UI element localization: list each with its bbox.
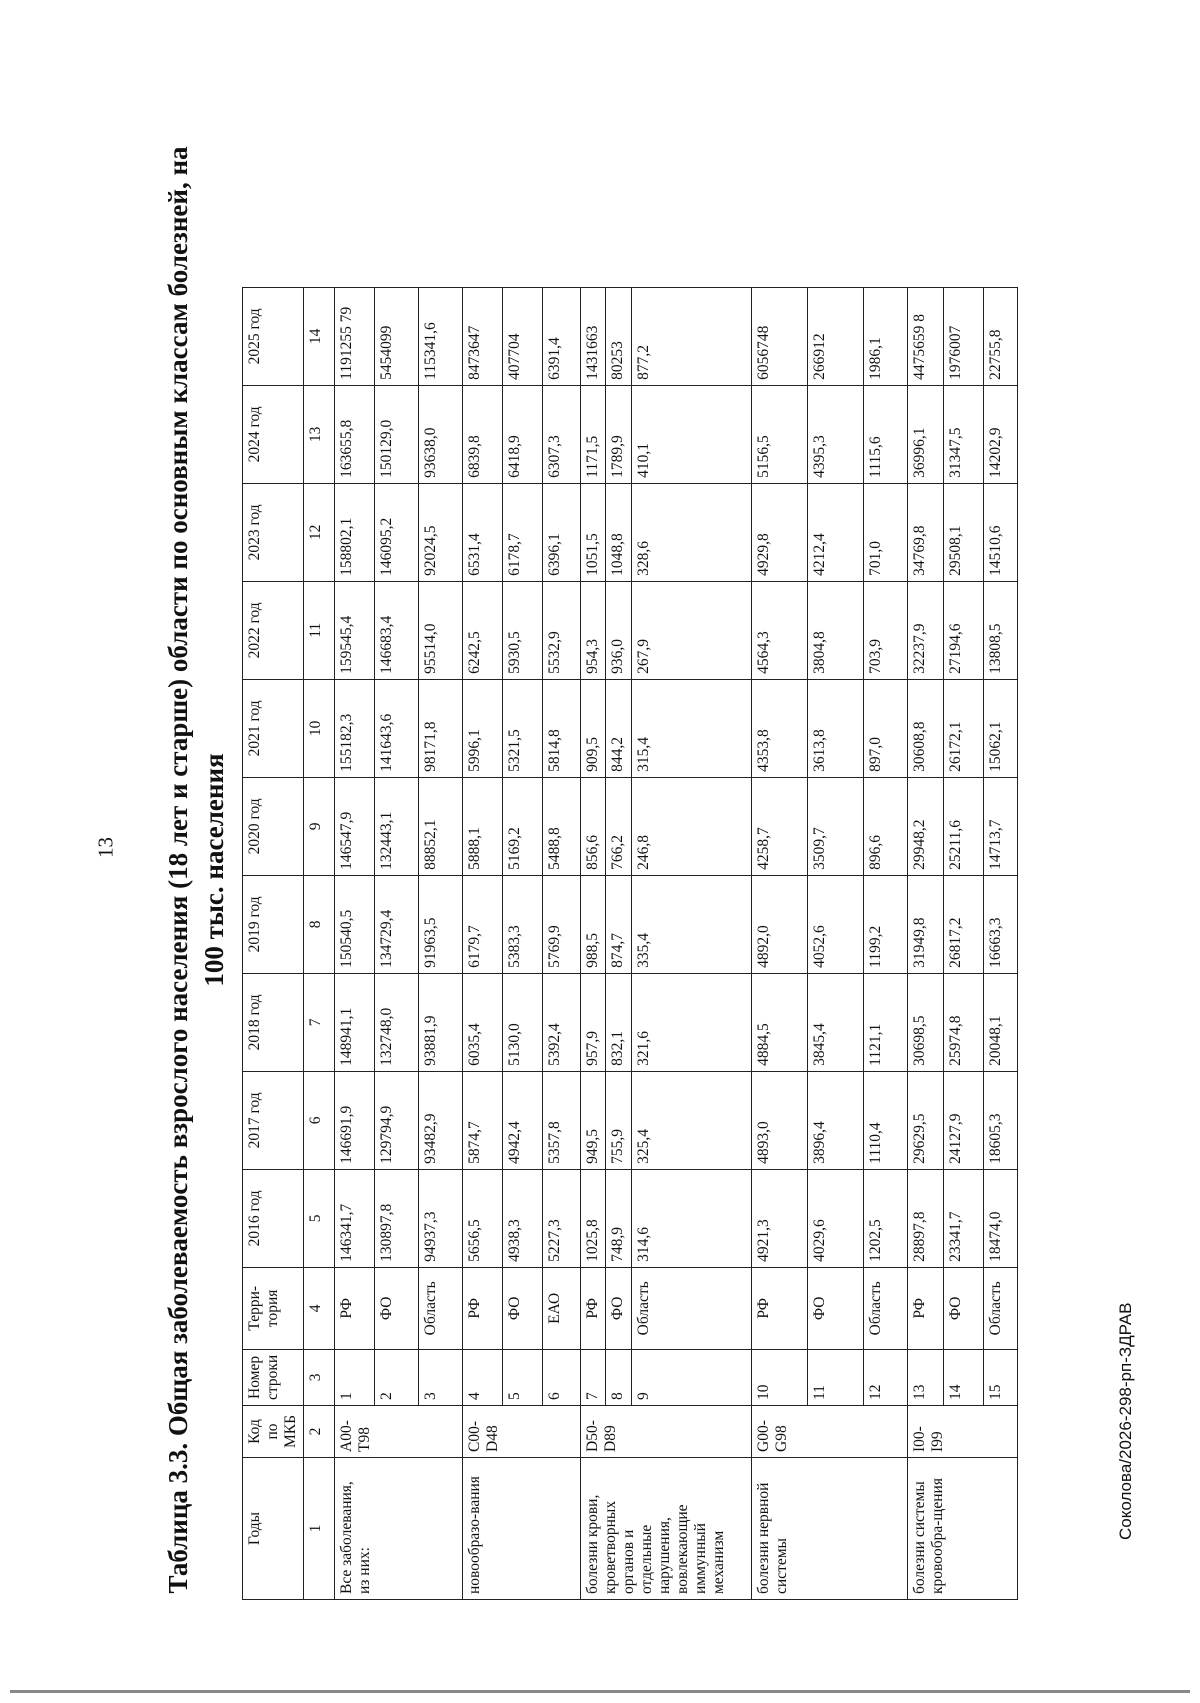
value-cell: 146095,2 xyxy=(375,483,419,581)
value-cell: 5169,2 xyxy=(503,777,543,875)
value-cell: 4052,6 xyxy=(808,875,864,973)
value-cell: 4892,0 xyxy=(752,875,808,973)
value-cell: 141643,6 xyxy=(375,679,419,777)
territory-cell: ФО xyxy=(503,1267,543,1349)
value-cell: 25211,6 xyxy=(944,777,984,875)
line-number-cell: 3 xyxy=(419,1349,463,1405)
value-cell: 4353,8 xyxy=(752,679,808,777)
value-cell: 896,6 xyxy=(864,777,908,875)
territory-cell: ЕАО xyxy=(543,1267,581,1349)
territory-cell: РФ xyxy=(752,1267,808,1349)
value-cell: 4921,3 xyxy=(752,1169,808,1267)
value-cell: 949,5 xyxy=(581,1071,606,1169)
value-cell: 4212,4 xyxy=(808,483,864,581)
value-cell: 246,8 xyxy=(632,777,752,875)
value-cell: 29948,2 xyxy=(908,777,944,875)
value-cell: 129794,9 xyxy=(375,1071,419,1169)
value-cell: 93638,0 xyxy=(419,385,463,483)
column-header: 2016 год xyxy=(243,1169,304,1267)
table-title-line-2: 100 тыс. населения xyxy=(199,753,229,987)
column-header: 2020 год xyxy=(243,777,304,875)
value-cell: 6839,8 xyxy=(463,385,503,483)
value-cell: 315,4 xyxy=(632,679,752,777)
value-cell: 150129,0 xyxy=(375,385,419,483)
value-cell: 115341,6 xyxy=(419,287,463,385)
value-cell: 163655,8 xyxy=(335,385,375,483)
value-cell: 36996,1 xyxy=(908,385,944,483)
line-number-cell: 14 xyxy=(944,1349,984,1405)
value-cell: 4258,7 xyxy=(752,777,808,875)
value-cell: 407704 xyxy=(503,287,543,385)
value-cell: 988,5 xyxy=(581,875,606,973)
value-cell: 93482,9 xyxy=(419,1071,463,1169)
value-cell: 6307,3 xyxy=(543,385,581,483)
territory-cell: ФО xyxy=(808,1267,864,1349)
value-cell: 18474,0 xyxy=(984,1169,1018,1267)
value-cell: 703,9 xyxy=(864,581,908,679)
value-cell: 5874,7 xyxy=(463,1071,503,1169)
column-index-cell: 13 xyxy=(304,385,335,483)
value-cell: 5383,3 xyxy=(503,875,543,973)
value-cell: 877,2 xyxy=(632,287,752,385)
value-cell: 132443,1 xyxy=(375,777,419,875)
table-row xyxy=(375,287,419,1599)
value-cell: 1191255 79 xyxy=(335,287,375,385)
value-cell: 98171,8 xyxy=(419,679,463,777)
value-cell: 14713,7 xyxy=(984,777,1018,875)
value-cell: 26172,1 xyxy=(944,679,984,777)
value-cell: 1986,1 xyxy=(864,287,908,385)
value-cell: 93881,9 xyxy=(419,973,463,1071)
line-number-cell: 1 xyxy=(335,1349,375,1405)
value-cell: 5357,8 xyxy=(543,1071,581,1169)
column-index-cell: 4 xyxy=(304,1267,335,1349)
value-cell: 148941,1 xyxy=(335,973,375,1071)
column-index-cell: 5 xyxy=(304,1169,335,1267)
table-row xyxy=(335,287,375,1599)
value-cell: 34769,8 xyxy=(908,483,944,581)
value-cell: 3613,8 xyxy=(808,679,864,777)
table-row xyxy=(632,287,752,1599)
table-row xyxy=(808,287,864,1599)
value-cell: 844,2 xyxy=(606,679,632,777)
value-cell: 832,1 xyxy=(606,973,632,1071)
territory-cell: РФ xyxy=(463,1267,503,1349)
value-cell: 5656,5 xyxy=(463,1169,503,1267)
territory-cell: Область xyxy=(632,1267,752,1349)
value-cell: 1051,5 xyxy=(581,483,606,581)
line-number-cell: 10 xyxy=(752,1349,808,1405)
value-cell: 5532,9 xyxy=(543,581,581,679)
value-cell: 132748,0 xyxy=(375,973,419,1071)
value-cell: 150540,5 xyxy=(335,875,375,973)
territory-cell: РФ xyxy=(335,1267,375,1349)
icd-code-cell: C00-D48 xyxy=(463,1406,581,1458)
value-cell: 5454099 xyxy=(375,287,419,385)
table-row xyxy=(984,287,1018,1599)
table-row xyxy=(581,287,606,1599)
value-cell: 27194,6 xyxy=(944,581,984,679)
value-cell: 1789,9 xyxy=(606,385,632,483)
value-cell: 3896,4 xyxy=(808,1071,864,1169)
value-cell: 91963,5 xyxy=(419,875,463,973)
value-cell: 14510,6 xyxy=(984,483,1018,581)
territory-cell: РФ xyxy=(581,1267,606,1349)
value-cell: 5130,0 xyxy=(503,973,543,1071)
column-index-cell: 8 xyxy=(304,875,335,973)
value-cell: 16663,3 xyxy=(984,875,1018,973)
value-cell: 266912 xyxy=(808,287,864,385)
value-cell: 1199,2 xyxy=(864,875,908,973)
column-header: Код по МКБ xyxy=(243,1406,304,1458)
value-cell: 92024,5 xyxy=(419,483,463,581)
value-cell: 1110,4 xyxy=(864,1071,908,1169)
value-cell: 18605,3 xyxy=(984,1071,1018,1169)
value-cell: 32237,9 xyxy=(908,581,944,679)
value-cell: 94937,3 xyxy=(419,1169,463,1267)
table-row xyxy=(419,287,463,1599)
value-cell: 5814,8 xyxy=(543,679,581,777)
value-cell: 25974,8 xyxy=(944,973,984,1071)
value-cell: 4942,4 xyxy=(503,1071,543,1169)
column-index-cell: 11 xyxy=(304,581,335,679)
value-cell: 1202,5 xyxy=(864,1169,908,1267)
column-header: 2023 год xyxy=(243,483,304,581)
value-cell: 4884,5 xyxy=(752,973,808,1071)
column-header: 2024 год xyxy=(243,385,304,483)
value-cell: 6531,4 xyxy=(463,483,503,581)
table-row xyxy=(944,287,984,1599)
value-cell: 897,0 xyxy=(864,679,908,777)
value-cell: 13808,5 xyxy=(984,581,1018,679)
value-cell: 158802,1 xyxy=(335,483,375,581)
value-cell: 29508,1 xyxy=(944,483,984,581)
column-header: Номер строки xyxy=(243,1349,304,1405)
line-number-cell: 5 xyxy=(503,1349,543,1405)
line-number-cell: 2 xyxy=(375,1349,419,1405)
value-cell: 1048,8 xyxy=(606,483,632,581)
page-number: 13 xyxy=(93,837,118,858)
value-cell: 3509,7 xyxy=(808,777,864,875)
value-cell: 29629,5 xyxy=(908,1071,944,1169)
value-cell: 335,4 xyxy=(632,875,752,973)
column-index-cell: 9 xyxy=(304,777,335,875)
value-cell: 146691,9 xyxy=(335,1071,375,1169)
table-title-line-1: Таблица 3.3. Общая заболеваемость взрослого населения (18 лет и старше) области по основным классам болезней, на xyxy=(163,146,193,1594)
value-cell: 30698,5 xyxy=(908,973,944,1071)
value-cell: 4475659 8 xyxy=(908,287,944,385)
value-cell: 5156,5 xyxy=(752,385,808,483)
value-cell: 267,9 xyxy=(632,581,752,679)
value-cell: 80253 xyxy=(606,287,632,385)
icd-code-cell: G00-G98 xyxy=(752,1406,908,1458)
value-cell: 24127,9 xyxy=(944,1071,984,1169)
value-cell: 909,5 xyxy=(581,679,606,777)
column-index-cell: 1 xyxy=(304,1458,335,1600)
column-header: Годы xyxy=(243,1458,304,1600)
line-number-cell: 12 xyxy=(864,1349,908,1405)
disease-class-cell: болезни крови, кроветворных органов и отдельные нарушения, вовлекающие иммунный механизм xyxy=(581,1458,752,1600)
column-header: 2017 год xyxy=(243,1071,304,1169)
value-cell: 6178,7 xyxy=(503,483,543,581)
table-row xyxy=(908,287,944,1599)
value-cell: 88852,1 xyxy=(419,777,463,875)
value-cell: 146683,4 xyxy=(375,581,419,679)
table-row xyxy=(503,287,543,1599)
column-index-row xyxy=(304,287,335,1599)
value-cell: 4564,3 xyxy=(752,581,808,679)
value-cell: 954,3 xyxy=(581,581,606,679)
value-cell: 5996,1 xyxy=(463,679,503,777)
value-cell: 22755,8 xyxy=(984,287,1018,385)
table-body xyxy=(335,287,1018,1599)
value-cell: 766,2 xyxy=(606,777,632,875)
value-cell: 134729,4 xyxy=(375,875,419,973)
column-header: 2022 год xyxy=(243,581,304,679)
value-cell: 8473647 xyxy=(463,287,503,385)
icd-code-cell: D50-D89 xyxy=(581,1406,752,1458)
value-cell: 755,9 xyxy=(606,1071,632,1169)
value-cell: 155182,3 xyxy=(335,679,375,777)
table-row xyxy=(752,287,808,1599)
line-number-cell: 11 xyxy=(808,1349,864,1405)
value-cell: 146341,7 xyxy=(335,1169,375,1267)
value-cell: 14202,9 xyxy=(984,385,1018,483)
value-cell: 1121,1 xyxy=(864,973,908,1071)
column-index-cell: 3 xyxy=(304,1349,335,1405)
value-cell: 20048,1 xyxy=(984,973,1018,1071)
line-number-cell: 8 xyxy=(606,1349,632,1405)
value-cell: 28897,8 xyxy=(908,1169,944,1267)
value-cell: 701,0 xyxy=(864,483,908,581)
value-cell: 6179,7 xyxy=(463,875,503,973)
territory-cell: ФО xyxy=(944,1267,984,1349)
rotated-page-content xyxy=(160,120,1060,1620)
line-number-cell: 13 xyxy=(908,1349,944,1405)
disease-class-cell: болезни системы кровообра-щения xyxy=(908,1458,1018,1600)
value-cell: 4893,0 xyxy=(752,1071,808,1169)
header-row xyxy=(243,287,304,1599)
line-number-cell: 15 xyxy=(984,1349,1018,1405)
line-number-cell: 4 xyxy=(463,1349,503,1405)
icd-code-cell: I00-I99 xyxy=(908,1406,1018,1458)
column-index-cell: 6 xyxy=(304,1071,335,1169)
icd-code-cell: A00-T98 xyxy=(335,1406,463,1458)
column-index-cell: 12 xyxy=(304,483,335,581)
value-cell: 6391,4 xyxy=(543,287,581,385)
column-header: Терри-тория xyxy=(243,1267,304,1349)
value-cell: 31347,5 xyxy=(944,385,984,483)
value-cell: 874,7 xyxy=(606,875,632,973)
value-cell: 30608,8 xyxy=(908,679,944,777)
territory-cell: ФО xyxy=(606,1267,632,1349)
line-number-cell: 6 xyxy=(543,1349,581,1405)
value-cell: 15062,1 xyxy=(984,679,1018,777)
value-cell: 6056748 xyxy=(752,287,808,385)
value-cell: 6396,1 xyxy=(543,483,581,581)
column-index-cell: 10 xyxy=(304,679,335,777)
value-cell: 314,6 xyxy=(632,1169,752,1267)
column-header: 2025 год xyxy=(243,287,304,385)
value-cell: 1431663 xyxy=(581,287,606,385)
table-row xyxy=(543,287,581,1599)
column-header: 2021 год xyxy=(243,679,304,777)
document-registration-code: Соколова/2026-298-рп-ЗДРАВ xyxy=(1116,1302,1135,1540)
table-row xyxy=(463,287,503,1599)
territory-cell: Область xyxy=(984,1267,1018,1349)
value-cell: 6418,9 xyxy=(503,385,543,483)
morbidity-table xyxy=(242,287,1018,1600)
column-index-cell: 14 xyxy=(304,287,335,385)
scan-edge-line xyxy=(10,1690,1190,1693)
table-row xyxy=(606,287,632,1599)
column-header: 2019 год xyxy=(243,875,304,973)
value-cell: 4029,6 xyxy=(808,1169,864,1267)
line-number-cell: 9 xyxy=(632,1349,752,1405)
value-cell: 5227,3 xyxy=(543,1169,581,1267)
value-cell: 6242,5 xyxy=(463,581,503,679)
value-cell: 3804,8 xyxy=(808,581,864,679)
value-cell: 5321,5 xyxy=(503,679,543,777)
column-header: 2018 год xyxy=(243,973,304,1071)
value-cell: 5488,8 xyxy=(543,777,581,875)
value-cell: 5392,4 xyxy=(543,973,581,1071)
value-cell: 1171,5 xyxy=(581,385,606,483)
table-title xyxy=(160,120,232,1620)
disease-class-cell: болезни нервной системы xyxy=(752,1458,908,1600)
value-cell: 1115,6 xyxy=(864,385,908,483)
value-cell: 856,6 xyxy=(581,777,606,875)
value-cell: 321,6 xyxy=(632,973,752,1071)
value-cell: 31949,8 xyxy=(908,875,944,973)
value-cell: 26817,2 xyxy=(944,875,984,973)
value-cell: 4929,8 xyxy=(752,483,808,581)
value-cell: 5888,1 xyxy=(463,777,503,875)
column-index-cell: 2 xyxy=(304,1406,335,1458)
disease-class-cell: новообразо-вания xyxy=(463,1458,581,1600)
value-cell: 936,0 xyxy=(606,581,632,679)
value-cell: 4395,3 xyxy=(808,385,864,483)
disease-class-cell: Все заболевания, из них: xyxy=(335,1458,463,1600)
value-cell: 3845,4 xyxy=(808,973,864,1071)
value-cell: 4938,3 xyxy=(503,1169,543,1267)
value-cell: 1025,8 xyxy=(581,1169,606,1267)
table-row xyxy=(864,287,908,1599)
territory-cell: РФ xyxy=(908,1267,944,1349)
value-cell: 95514,0 xyxy=(419,581,463,679)
territory-cell: ФО xyxy=(375,1267,419,1349)
value-cell: 328,6 xyxy=(632,483,752,581)
column-index-cell: 7 xyxy=(304,973,335,1071)
value-cell: 159545,4 xyxy=(335,581,375,679)
value-cell: 325,4 xyxy=(632,1071,752,1169)
value-cell: 5930,5 xyxy=(503,581,543,679)
territory-cell: Область xyxy=(864,1267,908,1349)
value-cell: 957,9 xyxy=(581,973,606,1071)
value-cell: 146547,9 xyxy=(335,777,375,875)
value-cell: 748,9 xyxy=(606,1169,632,1267)
territory-cell: Область xyxy=(419,1267,463,1349)
value-cell: 5769,9 xyxy=(543,875,581,973)
value-cell: 1976007 xyxy=(944,287,984,385)
value-cell: 130897,8 xyxy=(375,1169,419,1267)
line-number-cell: 7 xyxy=(581,1349,606,1405)
value-cell: 410,1 xyxy=(632,385,752,483)
value-cell: 6035,4 xyxy=(463,973,503,1071)
value-cell: 23341,7 xyxy=(944,1169,984,1267)
